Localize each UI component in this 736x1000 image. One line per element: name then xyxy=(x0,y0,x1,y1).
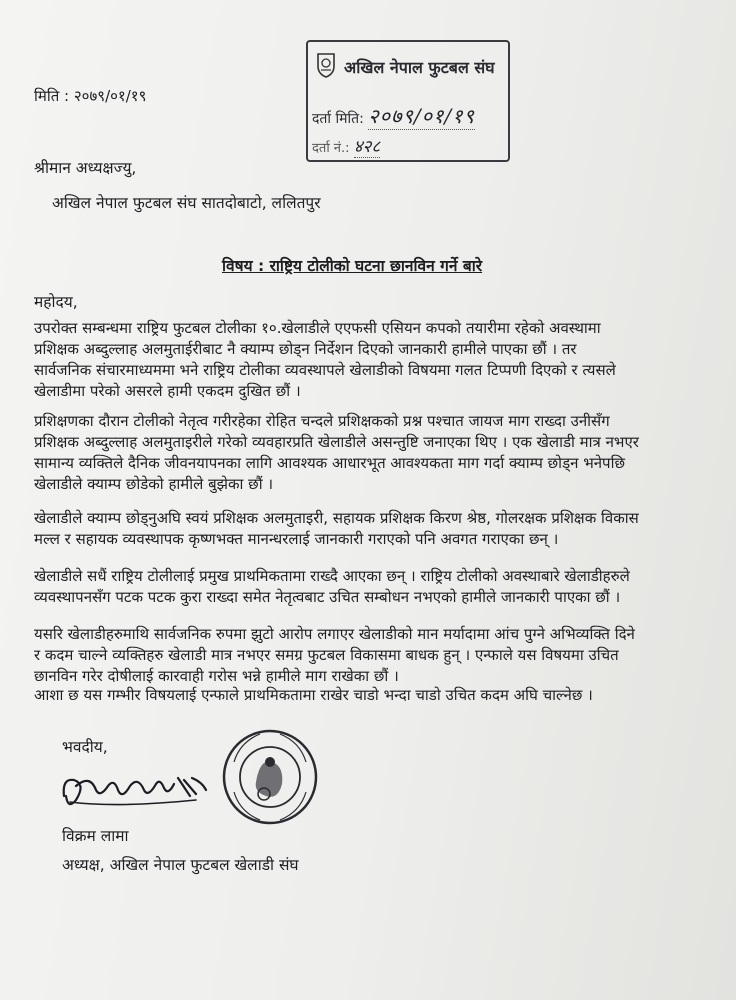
paragraph-line: सामान्य व्यक्तिले दैनिक जीवनयापनका लागि आवश्यक आधारभूत आवश्यकता माग गर्दा क्याम्प छोड्न भनेपछि xyxy=(34,454,625,472)
paragraph-line: र कदम चाल्ने व्यक्तिहरु खेलाडी मात्र नभएर समग्र फुटबल विकासमा बाधक हुन् । एन्फाले यस विषयमा उचित xyxy=(34,646,619,664)
paragraph-line: मल्ल र सहायक व्यवस्थापक कृष्णभक्त मानन्धरलाई जानकारी गराएको पनि अवगत गराएका छन् । xyxy=(34,530,559,548)
stamp-date-value: २०७९/०१/१९ xyxy=(368,104,475,128)
paragraph-4 xyxy=(34,566,694,608)
association-seal xyxy=(220,722,320,832)
paragraph-line: व्यवस्थापनसँग पटक पटक कुरा राख्दा समेत नेतृत्वबाट उचित सम्बोधन नभएको हामीले जानकारी पाएका छौं । xyxy=(34,588,621,606)
paragraph-line: छानविन गरेर दोषीलाई कारवाही गरोस भन्ने हामीले माग राखेका छौं । xyxy=(34,667,399,685)
letter-date: मिति : २०७९/०१/१९ xyxy=(34,87,147,105)
paragraph-line: खेलाडीले क्याम्प छोडेको हामीले बुझेका छौं । xyxy=(34,475,274,493)
paragraph-1 xyxy=(34,318,694,402)
emblem-icon xyxy=(314,52,338,78)
signatory-name: विक्रम लामा xyxy=(62,827,129,845)
paragraph-line: प्रशिक्षक अब्दुल्लाह अलमुताइरीले गरेको व्यवहारप्रति खेलाडीले असन्तुष्टि जनाएका थिए । एक खेलाडी मात्र नभएर xyxy=(34,433,639,451)
stamp-number-row xyxy=(312,134,380,158)
paragraph-line: यसरि खेलाडीहरुमाथि सार्वजनिक रुपमा झुटो आरोप लगाएर खेलाडीको मान मर्यादामा आंच पुग्ने अभिव्यक्ति दिने xyxy=(34,625,635,643)
paragraph-6 xyxy=(34,685,694,706)
addressee-line-1: श्रीमान अध्यक्षज्यु, xyxy=(34,159,137,177)
paragraph-2 xyxy=(34,411,694,495)
addressee-line-2: अखिल नेपाल फुटबल संघ सातदोबाटो, ललितपुर xyxy=(52,194,321,212)
paragraph-line: प्रशिक्षक अब्दुल्लाह अलमुताईरीबाट नै क्याम्प छोड्न निर्देशन दिएको जानकारी हामीले पाएका छौं । तर xyxy=(34,340,577,358)
salutation: महोदय, xyxy=(34,293,78,311)
stamp-date-label: दर्ता मिति: xyxy=(312,111,364,127)
paragraph-5 xyxy=(34,624,694,687)
handwritten-signature xyxy=(56,756,226,816)
paragraph-line: खेलाडीले क्याम्प छोड्नुअघि स्वयं प्रशिक्षक अलमुताइरी, सहायक प्रशिक्षक किरण श्रेष्ठ, गोलरक्षक प्रशिक्षक विकास xyxy=(34,509,639,527)
stamp-number-label: दर्ता नं.: xyxy=(312,141,350,156)
paragraph-line: उपरोक्त सम्बन्धमा राष्ट्रिय फुटबल टोलीका १०.खेलाडीले एएफसी एसियन कपको तयारीमा रहेको अवस्थामा xyxy=(34,319,601,337)
paragraph-line: आशा छ यस गम्भीर विषयलाई एन्फाले प्राथमिकतामा राखेर चाडो भन्दा चाडो उचित कदम अघि चाल्नेछ । xyxy=(34,686,593,704)
closing: भवदीय, xyxy=(62,738,108,756)
stamp-number-value: ४२८ xyxy=(354,134,381,158)
paragraph-line: खेलाडीमा परेको असरले हामी एकदम दुखित छौं । xyxy=(34,382,301,400)
letter-subject: विषय : राष्ट्रिय टोलीको घटना छानविन गर्ने बारे xyxy=(222,257,483,275)
paragraph-line: खेलाडीले सधैं राष्ट्रिय टोलीलाई प्रमुख प्राथमिकतामा राख्दै आएका छन् । राष्ट्रिय टोलीको अवस्थाबारे खेलाडीहरुले xyxy=(34,567,630,585)
paragraph-line: सार्वजनिक संचारमाध्यममा भने राष्ट्रिय टोलीका व्यवस्थापले खेलाडीको विषयमा गलत टिप्पणी दिएको र त्यसले xyxy=(34,361,616,379)
stamp-date-row xyxy=(312,102,475,130)
signatory-title: अध्यक्ष, अखिल नेपाल फुटबल खेलाडी संघ xyxy=(62,856,299,874)
paragraph-line: प्रशिक्षणका दौरान टोलीको नेतृत्व गरीरहेका रोहित चन्दले प्रशिक्षकको प्रश्न पश्चात जायज माग राख्दा उनीसँग xyxy=(34,412,610,430)
stamp-organization: अखिल नेपाल फुटबल संघ xyxy=(344,58,495,77)
receipt-stamp xyxy=(306,40,510,162)
paragraph-3 xyxy=(34,508,694,550)
